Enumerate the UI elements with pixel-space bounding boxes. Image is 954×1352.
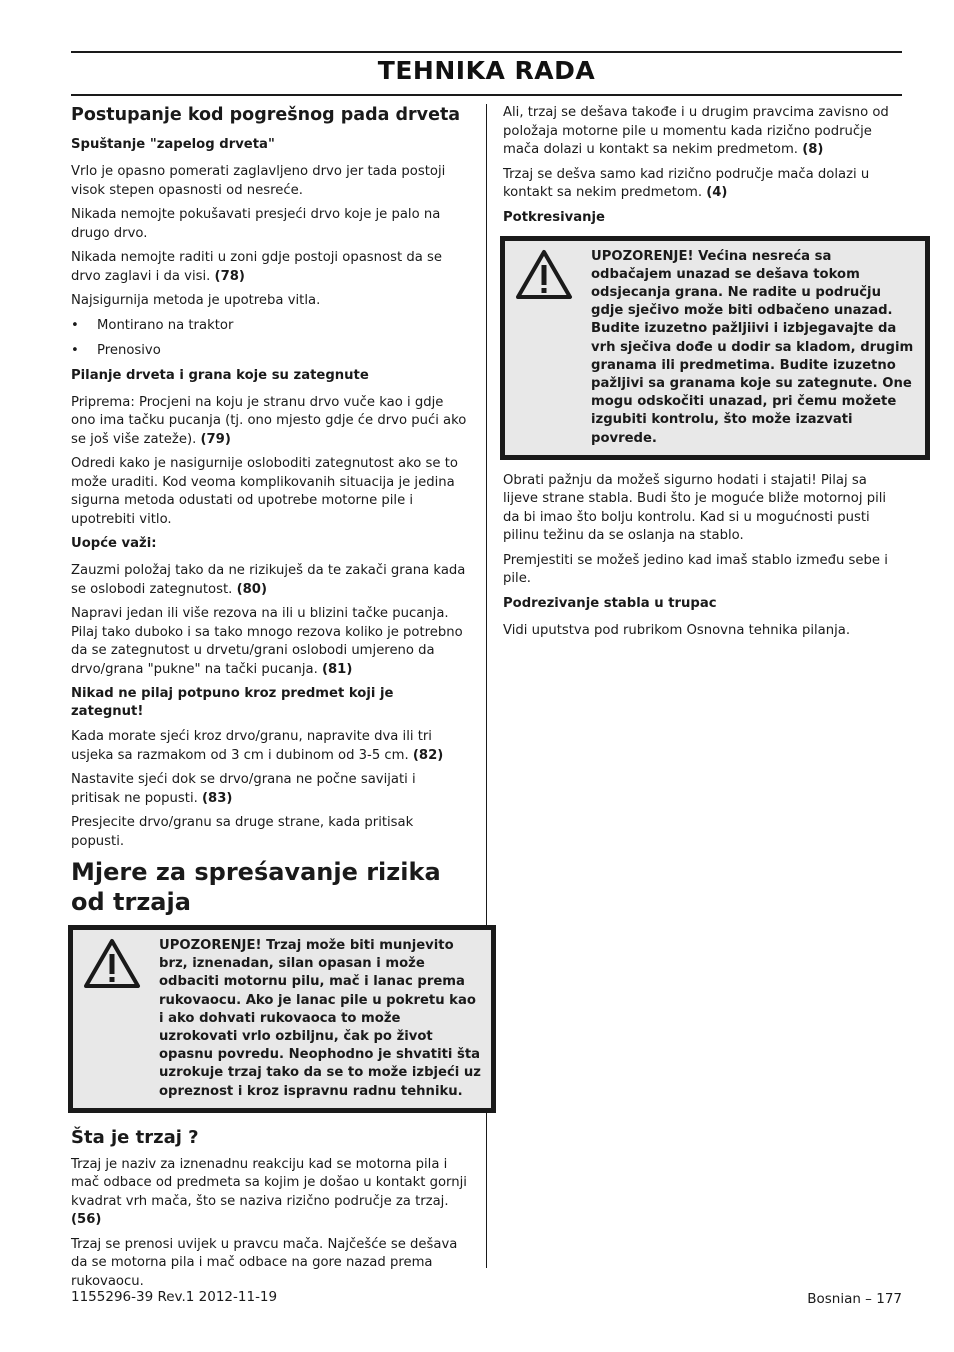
right-column (503, 104, 914, 646)
figure-ref: (56) (71, 1212, 102, 1228)
paragraph: Nikada nemojte raditi u zoni gdje postoji opasnost da se drvo zaglavi i da visi. (78) (71, 250, 442, 284)
paragraph: Priprema: Procjeni na koju je stranu drvo vuče kao i gdje ono ima tačku pucanja (tj. ono mjesto gdje će drvo pući ako se još više zateže). (79) (71, 394, 467, 447)
subheading-never-cut: Nikad ne pilaj potpuno kroz predmet koji je zategnut! (71, 686, 394, 719)
figure-ref: (79) (200, 431, 231, 447)
list-item: • Montirano na traktor (71, 317, 468, 335)
paragraph: Ali, trzaj se dešava takođe i u drugim pravcima zavisno od položaja motorne pile u momentu kada rizično područje mača dolazi u kontakt sa nekim predmetom. (8) (503, 105, 889, 157)
list-item: • Prenosivo (71, 342, 468, 360)
figure-ref: (78) (214, 268, 245, 284)
paragraph: Vidi uputstva pod rubrikom Osnovna tehnika pilanja. (503, 622, 851, 638)
warning-box-kickback (68, 925, 496, 1113)
paragraph: Presjecite drvo/granu sa druge strane, kada pritisak popusti. (71, 815, 414, 849)
footer-page-number: Bosnian – 177 (807, 1291, 902, 1307)
subheading-tension: Pilanje drveta i grana koje su zategnute (71, 367, 369, 383)
paragraph: Obrati pažnju da možeš sigurno hodati i stajati! Pilaj sa lijeve strane stabla. Budi što je moguće bliže motornoj pili da bi imao što bolju kontrolu. Kad si u mogućnosti pusti pilinu težinu da se oslanja na stablo. (503, 472, 887, 544)
subheading-limbing: Potkresivanje (503, 209, 605, 225)
paragraph: Premjestiti se možeš jedino kad imaš stablo između sebe i pile. (503, 552, 888, 587)
paragraph: Najsigurnija metoda je upotreba vitla. (71, 293, 321, 308)
left-column (71, 104, 481, 1297)
section-heading-kickback: Mjere za spreśavanje rizika od trzaja (71, 858, 441, 916)
paragraph: Kada morate sjeći kroz drvo/granu, napravite dva ili tri usjeka sa razmakom od 3 cm i dubinom od 3-5 cm. (82) (71, 729, 444, 763)
header-rule-top (71, 51, 902, 53)
section-heading-fallen-tree: Postupanje kod pogrešnog pada drveta (71, 105, 461, 125)
figure-ref: (8) (802, 142, 824, 157)
paragraph: Zauzmi položaj tako da ne rizikuješ da te zakači grana kada se oslobodi zategnutost. (80) (71, 563, 466, 597)
footer-doc-id: 1155296-39 Rev.1 2012-11-19 (71, 1289, 278, 1305)
subheading-bucking: Podrezivanje stabla u trupac (503, 595, 717, 611)
paragraph: Odredi kako je nasigurnije osloboditi zategnutost ako se to može uraditi. Kod veoma komplikovanih situacija je jedina sigurna metoda odustati od upotrebe motorne pile i upotrebiti vitlo. (71, 456, 458, 527)
bullet-list (71, 317, 468, 360)
header-rule-bottom (71, 94, 902, 96)
paragraph: Trzaj se dešva samo kad rizično područje mača dolazi u kontakt sa nekim predmetom. (4) (503, 166, 870, 200)
figure-ref: (81) (321, 661, 353, 677)
figure-ref: (80) (236, 581, 267, 597)
figure-ref: (4) (706, 185, 728, 200)
paragraph: Napravi jedan ili više rezova na ili u blizini tačke pucanja. Pilaj tako duboko i sa tako mnogo rezova koliko je potrebno da se zategnutost u drvetu/grani oslobodi umjereno da drvo/grana "pukne" na tački pucanja. (81) (71, 606, 463, 677)
paragraph: Nastavite sjeći dok se drvo/grana ne počne savijati i pritisak ne popusti. (83) (71, 772, 416, 806)
warning-triangle-icon (515, 248, 591, 448)
warning-box-limbing (500, 236, 930, 460)
warning-text: UPOZORENJE! Većina nesreća sa odbačajem unazad se dešava tokom odsjecanja grana. Ne radite u području gdje sječivo može biti odbačeno unazad. Budite izuzetno pažljiivi i izbjegavajte da vrh sječiva dođe u dodir sa kladom, drugim granama ili predmetima. Budite izuzetno pažljivi sa granama koje su zategnute. One mogu odskočiti unazad, pri čemu možete izgubiti kontrolu, što može izazvati povrede. (591, 248, 914, 446)
paragraph: Trzaj je naziv za iznenadnu reakciju kad se motorna pila i mač odbace od predmeta sa kojim je došao u kontakt gornji kvadrat vrh mača, što se naziva rizično područje za trzaj. (56) (71, 1156, 467, 1228)
subheading-stuck-tree: Spuštanje "zapelog drveta" (71, 137, 275, 152)
paragraph: Vrlo je opasno pomerati zaglavljeno drvo jer tada postoji visok stepen opasnosti od nesreće. (71, 164, 446, 198)
warning-triangle-icon (83, 937, 159, 1101)
section-heading-what-is-kickback: Šta je trzaj ? (71, 1126, 199, 1148)
paragraph: Trzaj se prenosi uvijek u pravcu mača. Najčešće se dešava da se motorna pila i mač odbace na gore nazad prema rukovaocu. (71, 1236, 458, 1289)
page-title: TEHNIKA RADA (377, 56, 596, 85)
figure-ref: (83) (202, 790, 233, 806)
paragraph: Nikada nemojte pokušavati presjeći drvo koje je palo na drugo drvo. (71, 207, 441, 241)
figure-ref: (82) (412, 747, 444, 763)
subheading-general: Uopće važi: (71, 536, 157, 551)
warning-text: UPOZORENJE! Trzaj može biti munjevito brz, iznenadan, silan opasan i može odbaciti motornu pilu, mač i lanac prema rukovaocu. Ako je lanac pile u pokretu kao i ako dohvati rukovaoca to može uzrokovati vrlo ozbiljnu, čak po život opasnu povredu. Neophodno je shvatiti šta uzrokuje trzaj tako da se to može izbjeći uz opreznost i kroz ispravnu radnu tehniku. (159, 938, 481, 1099)
